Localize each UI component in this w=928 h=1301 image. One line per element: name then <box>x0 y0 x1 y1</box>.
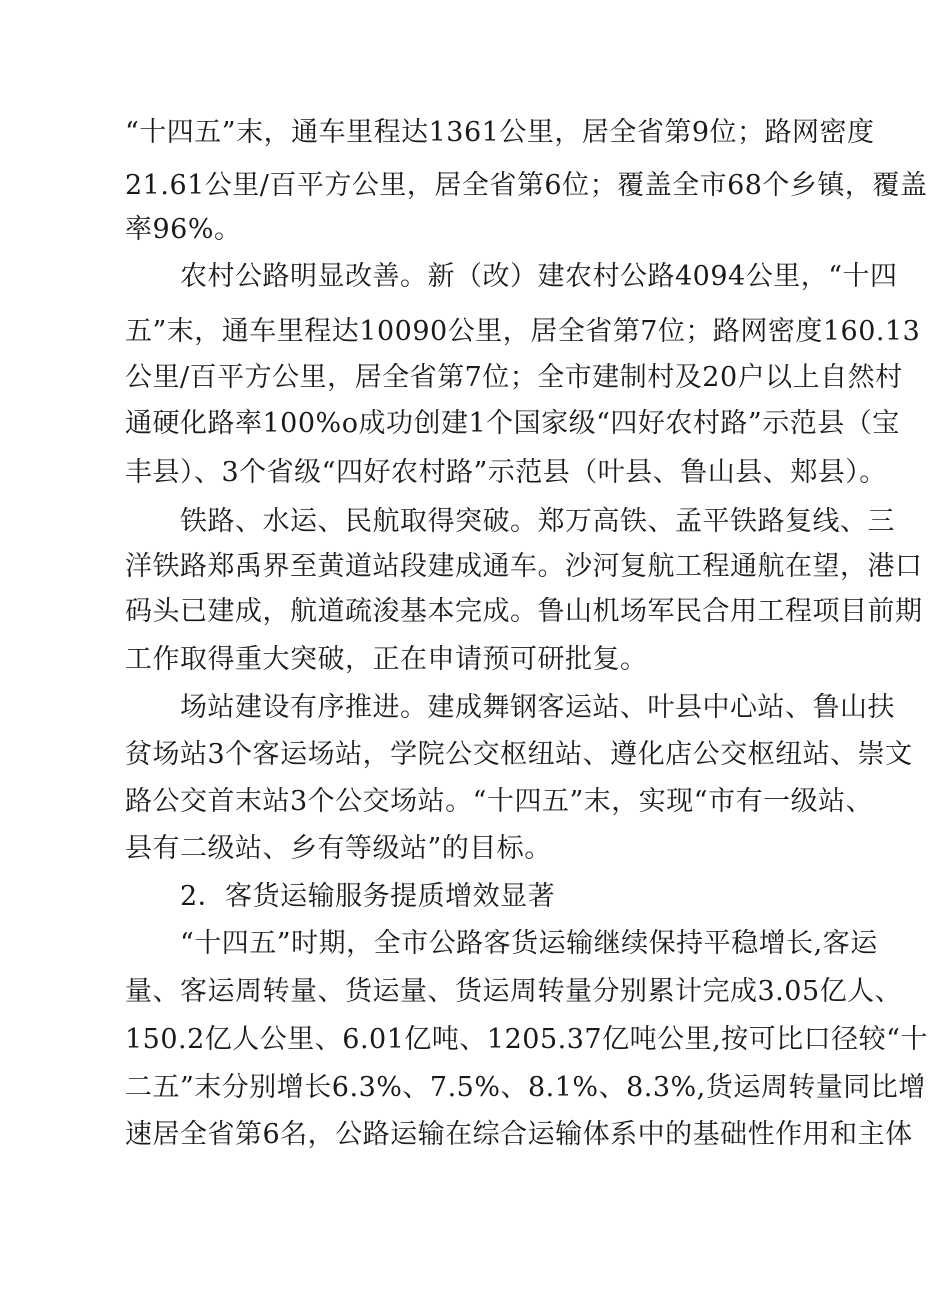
text-line: 县有二级站、乡有等级站”的目标。 <box>125 833 552 864</box>
text-line: 率96%。 <box>125 214 242 245</box>
paragraph-first-line: 场站建设有序推进。建成舞钢客运站、叶县中心站、鲁山扶 <box>180 692 895 723</box>
text-line: 150.2亿人公里、6.01亿吨、1205.37亿吨公里,按可比口径较“十 <box>125 1024 928 1055</box>
text-line: 速居全省第6名，公路运输在综合运输体系中的基础性作用和主体 <box>125 1119 913 1150</box>
text-line: 21.61公里/百平方公里，居全省第6位；覆盖全市68个乡镇，覆盖 <box>125 170 928 201</box>
text-line: 码头已建成，航道疏浚基本完成。鲁山机场军民合用工程项目前期 <box>125 596 923 627</box>
text-line: 路公交首末站3个公交场站。“十四五”末，实现“市有一级站、 <box>125 786 874 817</box>
text-line: 通硬化路率100%o成功创建1个国家级“四好农村路”示范县（宝 <box>125 408 900 439</box>
paragraph-first-line: 铁路、水运、民航取得突破。郑万高铁、孟平铁路复线、三 <box>180 506 895 537</box>
text-line: 量、客运周转量、货运量、货运周转量分别累计完成3.05亿人、 <box>125 976 903 1007</box>
text-line: 公里/百平方公里，居全省第7位；全市建制村及20户以上自然村 <box>125 362 903 393</box>
text-line: 贫场站3个客运场站，学院公交枢纽站、遵化店公交枢纽站、崇文 <box>125 739 913 770</box>
paragraph-first-line: 农村公路明显改善。新（改）建农村公路4094公里，“十四 <box>180 261 898 292</box>
text-line: 丰县）、3个省级“四好农村路”示范县（叶县、鲁山县、郏县）。 <box>125 457 887 488</box>
text-line: 洋铁路郑禹界至黄道站段建成通车。沙河复航工程通航在望，港口 <box>125 551 923 582</box>
text-line: “十四五”末，通车里程达1361公里，居全省第9位；路网密度 <box>125 117 875 148</box>
text-line: 五”末，通车里程达10090公里，居全省第7位；路网密度160.13 <box>125 316 921 347</box>
paragraph-first-line: “十四五”时期，全市公路客货运输继续保持平稳增长,客运 <box>180 928 878 959</box>
text-line: 二五”末分别增长6.3%、7.5%、8.1%、8.3%,货运周转量同比增 <box>125 1072 926 1103</box>
text-line: 工作取得重大突破，正在申请预可研批复。 <box>125 644 648 675</box>
section-heading: 2．客货运输服务提质增效显著 <box>180 881 556 912</box>
